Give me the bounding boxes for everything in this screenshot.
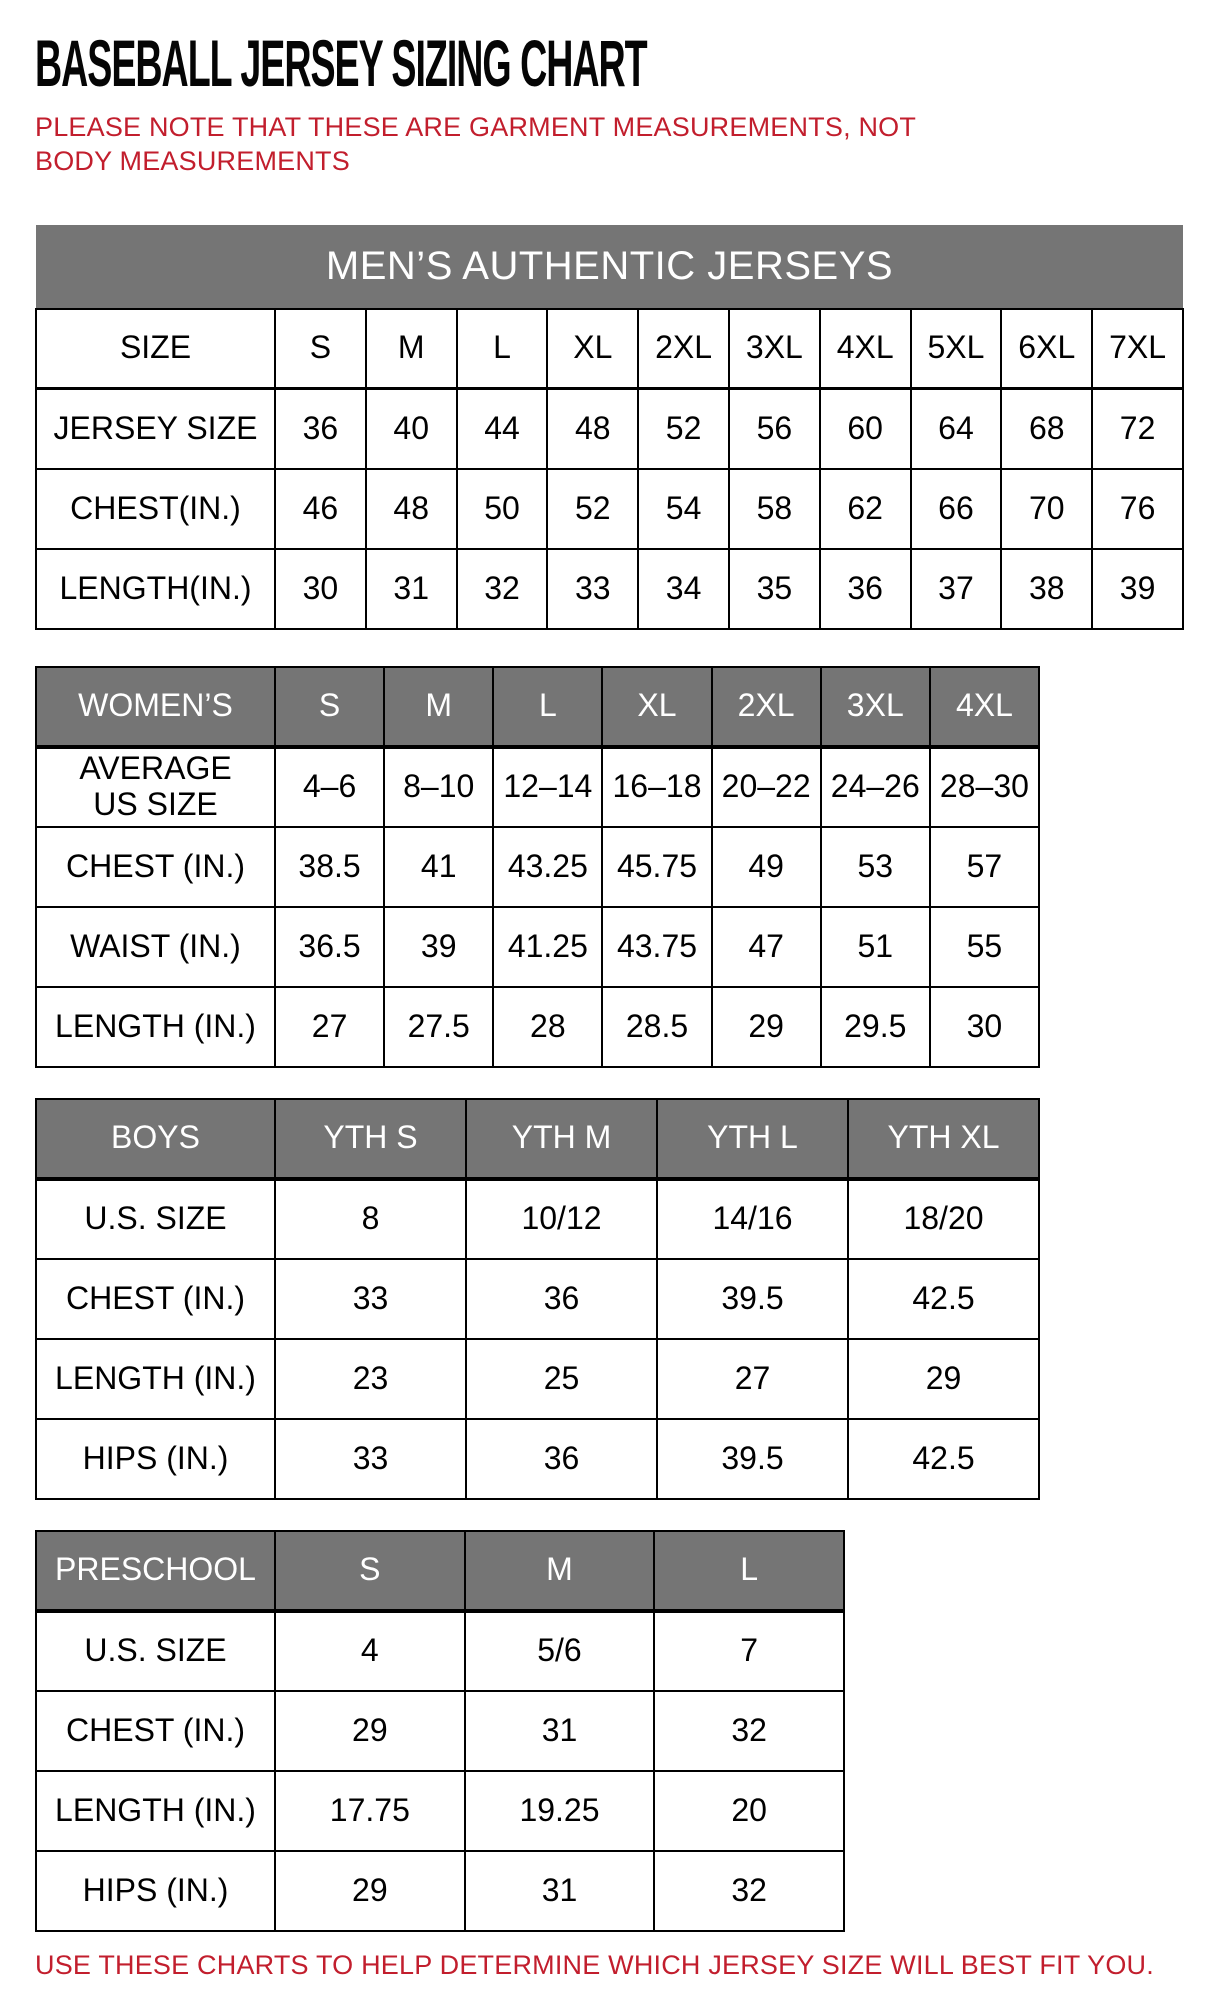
mens-column-header-cell: 7XL xyxy=(1092,309,1183,389)
mens-table-row xyxy=(36,549,1183,629)
boys-table-row xyxy=(36,1339,1039,1419)
womens-value-cell: 43.25 xyxy=(493,827,602,907)
mens-table-row xyxy=(36,389,1183,469)
mens-value-cell: 52 xyxy=(547,469,638,549)
womens-value-cell: 30 xyxy=(930,987,1039,1067)
mens-header-row xyxy=(36,309,1183,389)
boys-table-row xyxy=(36,1259,1039,1339)
mens-value-cell: 35 xyxy=(729,549,820,629)
boys-group-label-cell: BOYS xyxy=(36,1099,275,1179)
womens-table-row xyxy=(36,987,1039,1067)
preschool-column-header-cell: S xyxy=(275,1531,465,1611)
preschool-value-cell: 20 xyxy=(654,1771,844,1851)
boys-value-cell: 33 xyxy=(275,1419,466,1499)
mens-value-cell: 31 xyxy=(366,549,457,629)
mens-row-label-cell: JERSEY SIZE xyxy=(36,389,275,469)
womens-value-cell: 24–26 xyxy=(821,747,930,827)
boys-value-cell: 29 xyxy=(848,1339,1039,1419)
womens-value-cell: 27 xyxy=(275,987,384,1067)
womens-value-cell: 38.5 xyxy=(275,827,384,907)
preschool-column-header-cell: M xyxy=(465,1531,655,1611)
mens-value-cell: 46 xyxy=(275,469,366,549)
mens-value-cell: 50 xyxy=(457,469,548,549)
boys-row-label-cell: HIPS (IN.) xyxy=(36,1419,275,1499)
boys-value-cell: 25 xyxy=(466,1339,657,1419)
womens-value-cell: 29 xyxy=(712,987,821,1067)
womens-value-cell: 55 xyxy=(930,907,1039,987)
mens-value-cell: 70 xyxy=(1001,469,1092,549)
womens-value-cell: 8–10 xyxy=(384,747,493,827)
mens-banner-row xyxy=(36,225,1183,309)
preschool-table-row xyxy=(36,1771,844,1851)
preschool-table-row xyxy=(36,1611,844,1691)
boys-value-cell: 27 xyxy=(657,1339,848,1419)
womens-column-header-cell: 3XL xyxy=(821,667,930,747)
boys-column-header-cell: YTH M xyxy=(466,1099,657,1179)
mens-value-cell: 58 xyxy=(729,469,820,549)
boys-column-header-cell: YTH L xyxy=(657,1099,848,1179)
preschool-header-row xyxy=(36,1531,844,1611)
womens-value-cell: 12–14 xyxy=(493,747,602,827)
womens-value-cell: 27.5 xyxy=(384,987,493,1067)
womens-value-cell: 4–6 xyxy=(275,747,384,827)
preschool-row-label-cell: U.S. SIZE xyxy=(36,1611,275,1691)
womens-value-cell: 47 xyxy=(712,907,821,987)
boys-value-cell: 39.5 xyxy=(657,1259,848,1339)
boys-row-label-cell: LENGTH (IN.) xyxy=(36,1339,275,1419)
boys-value-cell: 33 xyxy=(275,1259,466,1339)
womens-column-header-cell: XL xyxy=(602,667,711,747)
womens-row-label-cell: AVERAGE US SIZE xyxy=(36,747,275,827)
womens-value-cell: 36.5 xyxy=(275,907,384,987)
mens-column-header-cell: XL xyxy=(547,309,638,389)
womens-value-cell: 51 xyxy=(821,907,930,987)
mens-value-cell: 32 xyxy=(457,549,548,629)
mens-value-cell: 66 xyxy=(911,469,1002,549)
preschool-value-cell: 31 xyxy=(465,1691,655,1771)
mens-column-header-cell: S xyxy=(275,309,366,389)
mens-banner-title: MEN’S AUTHENTIC JERSEYS xyxy=(36,225,1183,309)
preschool-row-label-cell: CHEST (IN.) xyxy=(36,1691,275,1771)
womens-value-cell: 43.75 xyxy=(602,907,711,987)
womens-value-cell: 29.5 xyxy=(821,987,930,1067)
preschool-row-label-cell: LENGTH (IN.) xyxy=(36,1771,275,1851)
mens-value-cell: 34 xyxy=(638,549,729,629)
boys-value-cell: 10/12 xyxy=(466,1179,657,1259)
mens-value-cell: 72 xyxy=(1092,389,1183,469)
garment-measurement-note: PLEASE NOTE THAT THESE ARE GARMENT MEASUREMENTS, NOT BODY MEASUREMENTS xyxy=(35,112,916,177)
boys-value-cell: 36 xyxy=(466,1419,657,1499)
boys-value-cell: 42.5 xyxy=(848,1419,1039,1499)
mens-value-cell: 30 xyxy=(275,549,366,629)
womens-header-row xyxy=(36,667,1039,747)
mens-value-cell: 36 xyxy=(275,389,366,469)
mens-value-cell: 54 xyxy=(638,469,729,549)
boys-column-header-cell: YTH XL xyxy=(848,1099,1039,1179)
preschool-value-cell: 29 xyxy=(275,1691,465,1771)
womens-sizing-table xyxy=(35,666,1040,1068)
boys-column-header-cell: YTH S xyxy=(275,1099,466,1179)
preschool-value-cell: 31 xyxy=(465,1851,655,1931)
preschool-value-cell: 17.75 xyxy=(275,1771,465,1851)
womens-value-cell: 41.25 xyxy=(493,907,602,987)
boys-value-cell: 8 xyxy=(275,1179,466,1259)
preschool-sizing-table xyxy=(35,1530,845,1932)
preschool-table-row xyxy=(36,1851,844,1931)
boys-value-cell: 39.5 xyxy=(657,1419,848,1499)
mens-value-cell: 76 xyxy=(1092,469,1183,549)
womens-column-header-cell: L xyxy=(493,667,602,747)
boys-row-label-cell: U.S. SIZE xyxy=(36,1179,275,1259)
womens-row-label-cell: WAIST (IN.) xyxy=(36,907,275,987)
preschool-value-cell: 5/6 xyxy=(465,1611,655,1691)
preschool-value-cell: 29 xyxy=(275,1851,465,1931)
preschool-column-header-cell: L xyxy=(654,1531,844,1611)
womens-value-cell: 20–22 xyxy=(712,747,821,827)
boys-table-row xyxy=(36,1419,1039,1499)
womens-column-header-cell: 2XL xyxy=(712,667,821,747)
preschool-value-cell: 19.25 xyxy=(465,1771,655,1851)
womens-value-cell: 53 xyxy=(821,827,930,907)
preschool-value-cell: 32 xyxy=(654,1691,844,1771)
mens-value-cell: 52 xyxy=(638,389,729,469)
womens-table-row xyxy=(36,747,1039,827)
womens-row-label-cell: LENGTH (IN.) xyxy=(36,987,275,1067)
mens-value-cell: 40 xyxy=(366,389,457,469)
mens-value-cell: 48 xyxy=(366,469,457,549)
mens-column-header-cell: L xyxy=(457,309,548,389)
preschool-value-cell: 32 xyxy=(654,1851,844,1931)
preschool-row-label-cell: HIPS (IN.) xyxy=(36,1851,275,1931)
mens-value-cell: 33 xyxy=(547,549,638,629)
mens-row-label-cell: LENGTH(IN.) xyxy=(36,549,275,629)
womens-value-cell: 57 xyxy=(930,827,1039,907)
preschool-group-label-cell: PRESCHOOL xyxy=(36,1531,275,1611)
womens-value-cell: 45.75 xyxy=(602,827,711,907)
womens-group-label-cell: WOMEN’S xyxy=(36,667,275,747)
mens-value-cell: 48 xyxy=(547,389,638,469)
boys-value-cell: 14/16 xyxy=(657,1179,848,1259)
boys-table-row xyxy=(36,1179,1039,1259)
mens-column-header-cell: M xyxy=(366,309,457,389)
boys-header-row xyxy=(36,1099,1039,1179)
mens-value-cell: 38 xyxy=(1001,549,1092,629)
mens-value-cell: 56 xyxy=(729,389,820,469)
preschool-value-cell: 4 xyxy=(275,1611,465,1691)
womens-value-cell: 28–30 xyxy=(930,747,1039,827)
mens-row-label-cell: CHEST(IN.) xyxy=(36,469,275,549)
womens-column-header-cell: 4XL xyxy=(930,667,1039,747)
mens-value-cell: 37 xyxy=(911,549,1002,629)
mens-value-cell: 44 xyxy=(457,389,548,469)
mens-column-header-cell: 6XL xyxy=(1001,309,1092,389)
mens-column-header-cell: 5XL xyxy=(911,309,1002,389)
boys-row-label-cell: CHEST (IN.) xyxy=(36,1259,275,1339)
womens-table-row xyxy=(36,907,1039,987)
preschool-table-row xyxy=(36,1691,844,1771)
boys-value-cell: 42.5 xyxy=(848,1259,1039,1339)
womens-value-cell: 39 xyxy=(384,907,493,987)
boys-value-cell: 36 xyxy=(466,1259,657,1339)
boys-value-cell: 18/20 xyxy=(848,1179,1039,1259)
mens-sizing-table xyxy=(35,225,1184,630)
mens-value-cell: 39 xyxy=(1092,549,1183,629)
womens-value-cell: 28.5 xyxy=(602,987,711,1067)
boys-value-cell: 23 xyxy=(275,1339,466,1419)
mens-value-cell: 60 xyxy=(820,389,911,469)
footer-note: USE THESE CHARTS TO HELP DETERMINE WHICH JERSEY SIZE WILL BEST FIT YOU. xyxy=(35,1949,1154,1980)
sizing-tables-container xyxy=(35,225,1185,1932)
page-title: BASEBALL JERSEY SIZING CHART xyxy=(35,26,647,100)
womens-value-cell: 41 xyxy=(384,827,493,907)
mens-group-label-cell: SIZE xyxy=(36,309,275,389)
mens-value-cell: 62 xyxy=(820,469,911,549)
mens-value-cell: 36 xyxy=(820,549,911,629)
womens-value-cell: 28 xyxy=(493,987,602,1067)
womens-value-cell: 49 xyxy=(712,827,821,907)
boys-sizing-table xyxy=(35,1098,1040,1500)
mens-value-cell: 64 xyxy=(911,389,1002,469)
womens-column-header-cell: M xyxy=(384,667,493,747)
preschool-value-cell: 7 xyxy=(654,1611,844,1691)
womens-value-cell: 16–18 xyxy=(602,747,711,827)
womens-table-row xyxy=(36,827,1039,907)
mens-column-header-cell: 4XL xyxy=(820,309,911,389)
mens-value-cell: 68 xyxy=(1001,389,1092,469)
womens-column-header-cell: S xyxy=(275,667,384,747)
womens-row-label-cell: CHEST (IN.) xyxy=(36,827,275,907)
mens-column-header-cell: 3XL xyxy=(729,309,820,389)
mens-table-row xyxy=(36,469,1183,549)
mens-column-header-cell: 2XL xyxy=(638,309,729,389)
